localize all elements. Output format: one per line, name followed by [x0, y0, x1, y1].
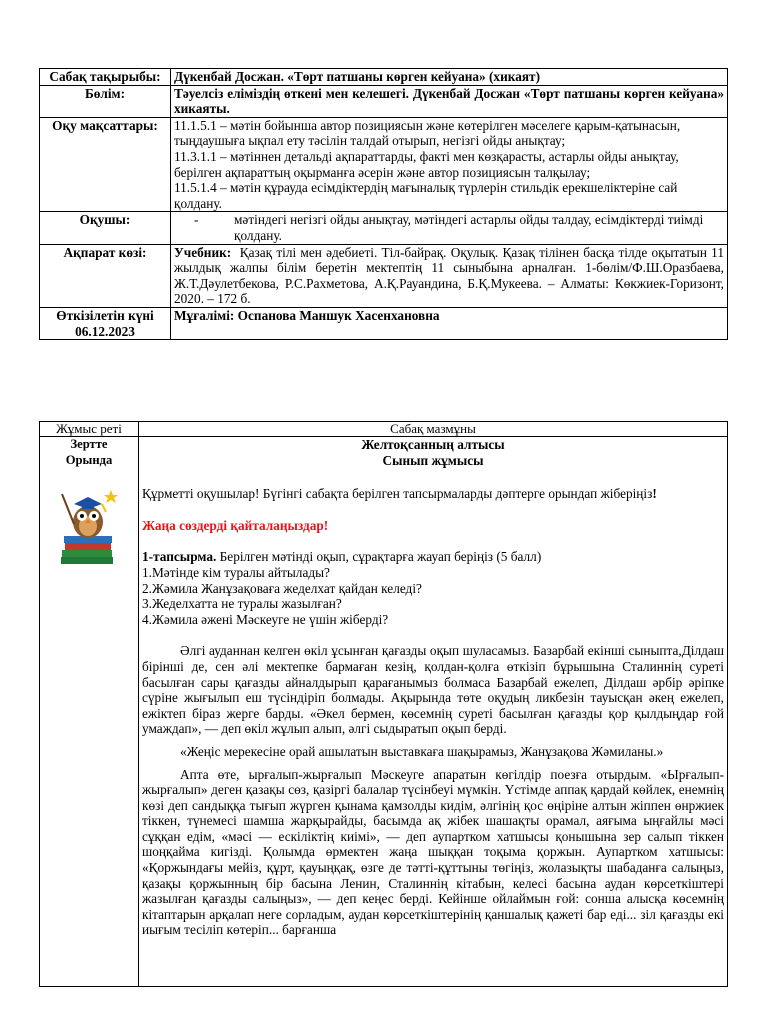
date-label: Өткізілетін күні [56, 307, 154, 323]
task-heading [142, 549, 724, 565]
story-paragraph-1: Әлгі ауданнан келген өкіл ұсынған қағазды оқып шуласамыз. Базарбай екінші сыныпта,Ділдаш бірінші де, сен әлі мектепке бармаған кезің, қолдан-қолға өткізіп бұрышына Сталиннің суреті басылған сары қағазды айналдырып қарағанымыз болмаса Базарбай ежелеп, Ділдаш әрбір әріпке сүріне жығылып еш түсіндіріп болмады. Ақырында төте оқудың ликбезін тауысқан әкең ежелеп, ежіктеп біраз жерге барды. «Әкел бермен, көсемнің суреті басылған қағазды қор қылдыңдар ғой умаждап», — деп өкіл жұлып алып, әлгі сыдыратып оқып берді. [142, 643, 724, 737]
topic-value: Дүкенбай Досжан. «Төрт патшаны көрген кейуана» (хикаят) [171, 69, 728, 86]
goals-row [40, 117, 728, 212]
section-label: Бөлім: [40, 85, 171, 117]
source-text: Қазақ тілі мен әдебиеті. Тіл-байрақ. Оқулық. Қазақ тілінен басқа тілде оқытатын 11 жылдық жалпы білім беретін мектептің 11 сыныбына арналған. 1-бөлім/Ф.Ш.Оразбаева, Ж.Т.Дәулетбекова, Р.С.Рахметова, А.Қ.Рауандина, Б.Қ.Мукеева. – Алматы: Көкжиек-Горизонт, 2020. – 172 б. [174, 244, 724, 307]
date-row [40, 307, 728, 339]
date-value: 06.12.2023 [75, 323, 135, 339]
goal-item: 11.3.1.1 – мәтіннен детальді ақпараттарды, факті мен көзқарасты, астарлы ойды анықтау, берілген ақпараттың оқырманға әсерін және автор позициясын талқылау; [174, 148, 679, 180]
col2-header: Сабақ мазмұны [139, 422, 728, 437]
question-item: 3.Жеделхатта не туралы жазылған? [142, 596, 342, 612]
goals-label: Оқу мақсаттары: [40, 117, 171, 212]
student-row [40, 212, 728, 244]
source-row [40, 244, 728, 307]
student-value [171, 212, 728, 244]
lesson-plan-table [39, 68, 728, 340]
work-left-cell [40, 437, 139, 987]
source-value [171, 244, 728, 307]
goal-item: 11.5.1.4 – мәтін құрауда есімдіктердің мағыналық түрлерін стильдік ерекшеліктеріне сай қолдану. [174, 180, 678, 211]
col1-header: Жұмыс реті [40, 422, 139, 437]
question-item: 4.Жәмила әжені Мәскеуге не үшін жіберді? [142, 611, 389, 627]
student-label: Оқушы: [40, 212, 171, 244]
content-title1: Желтоқсанның алтысы [361, 437, 505, 452]
work-content-cell [139, 437, 728, 987]
task-lead: 1-тапсырма. [142, 549, 217, 565]
content-title2: Сынып жұмысы [382, 452, 484, 468]
teacher-value: Мұғалімі: Оспанова Маншук Хасенхановна [171, 307, 728, 339]
section-row [40, 85, 728, 117]
date-cell [40, 307, 171, 339]
topic-row [40, 69, 728, 86]
intro-body: Құрметті оқушылар! Бүгінгі сабақта берілген тапсырмаларды дәптерге орындап жіберіңіз [142, 486, 653, 502]
source-label: Ақпарат көзі: [40, 244, 171, 307]
question-item: 1.Мәтінде кім туралы айтылады? [142, 564, 330, 580]
question-item: 2.Жәмила Жанұзақоваға жеделхат қайдан келеді? [142, 580, 422, 596]
owl-scholar-icon [56, 486, 122, 566]
bullet-mark: - [194, 212, 199, 228]
left-line1: Зертте [70, 437, 108, 451]
student-text: мәтіндегі негізгі ойды анықтау, мәтіндегі астарлы ойды талдау, есімдіктерді тиімді қолдану. [234, 212, 704, 243]
intro-text [142, 486, 724, 502]
intro-mark: ! [652, 486, 657, 502]
repeat-words: Жаңа сөздерді қайталаңыздар! [142, 517, 329, 533]
source-lead: Учебник: [174, 244, 232, 260]
topic-label: Сабақ тақырыбы: [40, 69, 171, 86]
work-table [39, 421, 728, 987]
task-text: Берілген мәтінді оқып, сұрақтарға жауап беріңіз (5 балл) [219, 549, 542, 565]
section-value: Тәуелсіз еліміздің өткені мен келешегі. Дүкенбай Досжан «Төрт патшаны көрген кейуана» хикаяты. [171, 85, 728, 117]
story-paragraph-2: «Жеңіс мерекесіне орай ашылатын выставкаға шақырамыз, Жанұзақова Жәмиланы.» [180, 743, 664, 759]
left-line2: Орында [65, 452, 113, 467]
goals-value [171, 117, 728, 212]
goal-item: 11.1.5.1 – мәтін бойынша автор позициясын және көтерілген мәселеге қарым-қатынасын, тыңдаушыға ықпал ету тәсілін талдай отырып, негізгі ойды анықтау; [174, 117, 681, 149]
story-paragraph-3: Апта өте, ырғалып-жырғалып Мәскеуге апаратын көгілдір поезға отырдым. «Ырғалып-жырғалып» деген қазақы сөз, қазіргі балалар түсінбеуі мүмкін. Үстімде аппақ қардай көйлек, енемнің көзі деп сандыққа тығып жүрген қынама қамзолды кидім, әлгінің қос өңіріне алтын жіппен өнржиек тіккен, түнемесі шамша жарқырайды, басымда ақ жібек шашақты орамал, аяғыма ыңғайлы мәсі сұққан едім, «мәсі — ескіліктің киімі», — деп аупартком хатшысы қонышына зер салып тіккен шоңқайма кигізді. Қолымда өрмектен жаңа шыққан тоқыма қоржын. Аупартком хатшысы: «Қоржындағы мейіз, құрт, қауыңқақ, өзге де тәтті-құттыны төгіңіз, жолазықты шабаданға салыңыз, қазақы қоржынның бір басына Ленин, Сталиннің кітабын, келесі басына аудан көрсеткіштері жазылған қағазды салыңыз», — деп кеңес берді. Кейінше ойлаймын ғой: сонша алысқа көсемнің кітаптарын арқалап неге сорладым, аудан көрсеткіштерінің қаншалық қажеті бар еді... зіл қағазды екі иығым тесіліп көтеріп... барғанша [142, 766, 724, 938]
work-header-row [40, 422, 728, 437]
work-body-row [40, 437, 728, 987]
